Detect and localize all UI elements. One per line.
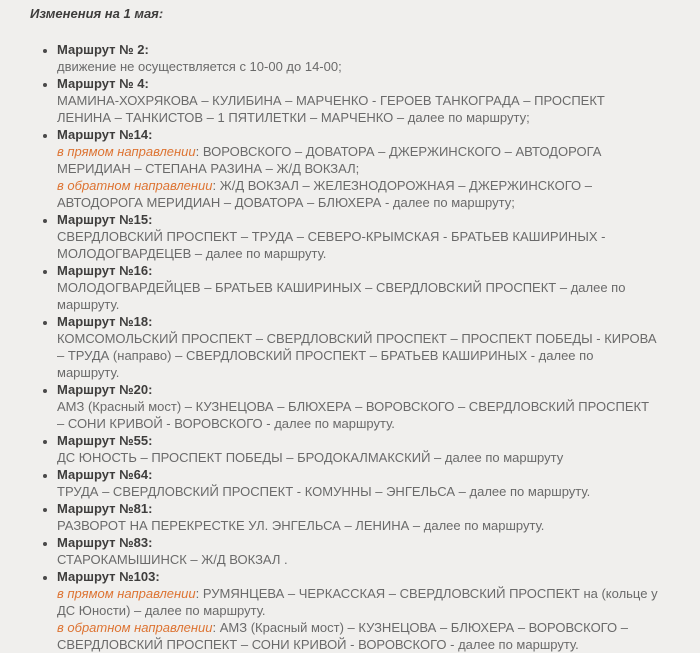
direction-label: в обратном направлении — [57, 178, 213, 193]
route-title: Маршрут № 4: — [57, 76, 149, 91]
route-description: движение не осуществляется с 10-00 до 14-00; — [57, 59, 342, 74]
route-item — [57, 534, 658, 568]
route-title: Маршрут №20: — [57, 382, 153, 397]
route-description: : РУМЯНЦЕВА – ЧЕРКАССКАЯ – СВЕРДЛОВСКИЙ ПРОСПЕКТ на (кольце у ДС Юности) – далее по маршруту. — [57, 586, 658, 618]
route-title: Маршрут №18: — [57, 314, 153, 329]
route-title-line — [57, 211, 658, 228]
routes-list — [30, 41, 658, 653]
page-title: Изменения на 1 мая: — [30, 6, 164, 21]
route-title: Маршрут №64: — [57, 467, 153, 482]
route-description: РАЗВОРОТ НА ПЕРЕКРЕСТКЕ УЛ. ЭНГЕЛЬСА – ЛЕНИНА – далее по маршруту. — [57, 518, 545, 533]
route-line — [57, 585, 658, 619]
route-title-line — [57, 466, 658, 483]
route-item — [57, 466, 658, 500]
route-item — [57, 211, 658, 262]
route-title: Маршрут №81: — [57, 501, 153, 516]
route-item — [57, 381, 658, 432]
route-line — [57, 92, 658, 126]
route-title-line — [57, 313, 658, 330]
route-item — [57, 41, 658, 75]
route-title: Маршрут №16: — [57, 263, 153, 278]
route-line — [57, 143, 658, 177]
route-line — [57, 483, 658, 500]
route-line — [57, 279, 658, 313]
route-description: ТРУДА – СВЕРДЛОВСКИЙ ПРОСПЕКТ - КОМУННЫ – ЭНГЕЛЬСА – далее по маршруту. — [57, 484, 591, 499]
route-line — [57, 398, 658, 432]
route-description: СВЕРДЛОВСКИЙ ПРОСПЕКТ – ТРУДА – СЕВЕРО-КРЫМСКАЯ - БРАТЬЕВ КАШИРИНЫХ - МОЛОДОГВАРДЕЦЕВ – далее по маршруту. — [57, 229, 606, 261]
route-title-line — [57, 500, 658, 517]
route-title-line — [57, 126, 658, 143]
route-description: СТАРОКАМЫШИНСК – Ж/Д ВОКЗАЛ . — [57, 552, 288, 567]
route-title: Маршрут №15: — [57, 212, 153, 227]
route-description: МОЛОДОГВАРДЕЙЦЕВ – БРАТЬЕВ КАШИРИНЫХ – СВЕРДЛОВСКИЙ ПРОСПЕКТ – далее по маршруту. — [57, 280, 626, 312]
route-title-line — [57, 41, 658, 58]
route-title-line — [57, 381, 658, 398]
route-title: Маршрут №83: — [57, 535, 153, 550]
route-title-line — [57, 568, 658, 585]
direction-label: в обратном направлении — [57, 620, 213, 635]
route-description: ДС ЮНОСТЬ – ПРОСПЕКТ ПОБЕДЫ – БРОДОКАЛМАКСКИЙ – далее по маршруту — [57, 450, 564, 465]
route-line — [57, 517, 658, 534]
route-item — [57, 432, 658, 466]
route-item — [57, 75, 658, 126]
direction-label: в прямом направлении — [57, 144, 196, 159]
route-item — [57, 568, 658, 653]
route-title: Маршрут №55: — [57, 433, 153, 448]
route-line — [57, 228, 658, 262]
route-item — [57, 313, 658, 381]
route-title-line — [57, 534, 658, 551]
route-line — [57, 58, 658, 75]
route-title: Маршрут № 2: — [57, 42, 149, 57]
route-item — [57, 126, 658, 211]
route-line — [57, 449, 658, 466]
route-description: : Ж/Д ВОКЗАЛ – ЖЕЛЕЗНОДОРОЖНАЯ – ДЖЕРЖИНСКОГО – АВТОДОРОГА МЕРИДИАН – ДОВАТОРА – БЛЮХЕРА - далее по маршруту; — [57, 178, 592, 210]
route-title-line — [57, 262, 658, 279]
route-line — [57, 177, 658, 211]
route-description: КОМСОМОЛЬСКИЙ ПРОСПЕКТ – СВЕРДЛОВСКИЙ ПРОСПЕКТ – ПРОСПЕКТ ПОБЕДЫ - КИРОВА – ТРУДА (направо) – СВЕРДЛОВСКИЙ ПРОСПЕКТ – БРАТЬЕВ КАШИРИНЫХ - далее по маршруту. — [57, 331, 657, 380]
route-description: АМЗ (Красный мост) – КУЗНЕЦОВА – БЛЮХЕРА – ВОРОВСКОГО – СВЕРДЛОВСКИЙ ПРОСПЕКТ – СОНИ КРИВОЙ - ВОРОВСКОГО - далее по маршруту. — [57, 399, 650, 431]
route-description: : ВОРОВСКОГО – ДОВАТОРА – ДЖЕРЖИНСКОГО – АВТОДОРОГА МЕРИДИАН – СТЕПАНА РАЗИНА – Ж/Д ВОКЗАЛ; — [57, 144, 602, 176]
route-title-line — [57, 432, 658, 449]
route-description: МАМИНА-ХОХРЯКОВА – КУЛИБИНА – МАРЧЕНКО - ГЕРОЕВ ТАНКОГРАДА – ПРОСПЕКТ ЛЕНИНА – ТАНКИСТОВ – 1 ПЯТИЛЕТКИ – МАРЧЕНКО – далее по маршруту; — [57, 93, 605, 125]
route-line — [57, 330, 658, 381]
route-title-line — [57, 75, 658, 92]
route-item — [57, 500, 658, 534]
route-title: Маршрут №14: — [57, 127, 153, 142]
route-line — [57, 551, 658, 568]
route-item — [57, 262, 658, 313]
route-line — [57, 619, 658, 653]
direction-label: в прямом направлении — [57, 586, 196, 601]
route-description: : АМЗ (Красный мост) – КУЗНЕЦОВА – БЛЮХЕРА – ВОРОВСКОГО – СВЕРДЛОВСКИЙ ПРОСПЕКТ – СОНИ КРИВОЙ - ВОРОВСКОГО - далее по маршруту. — [57, 620, 628, 652]
route-title: Маршрут №103: — [57, 569, 160, 584]
